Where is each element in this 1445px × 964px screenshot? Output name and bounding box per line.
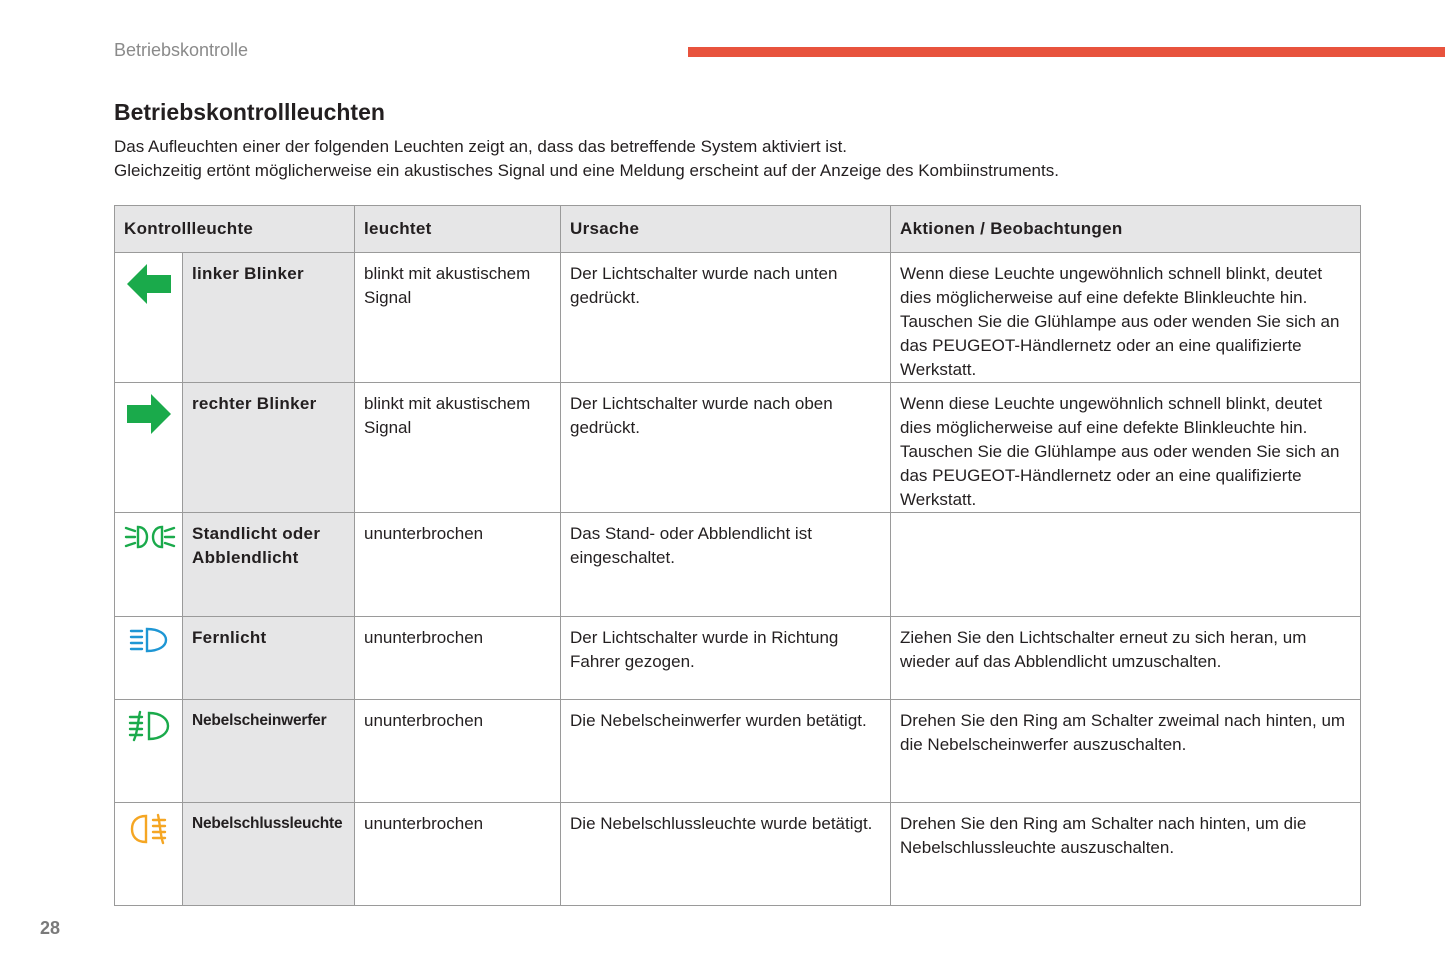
- icon-cell: [115, 617, 183, 700]
- light-name: linker Blinker: [183, 253, 355, 383]
- light-state: ununterbrochen: [355, 803, 561, 906]
- column-header-cause: Ursache: [561, 206, 891, 253]
- light-actions: Drehen Sie den Ring am Schalter nach hinten, um die Nebelschlussleuchte auszuschalten.: [891, 803, 1361, 906]
- icon-cell: [115, 513, 183, 617]
- light-name: Standlicht oder Abblendlicht: [183, 513, 355, 617]
- header-accent-bar: [688, 47, 1445, 57]
- side-lights-icon: [124, 522, 176, 552]
- table-header-row: [115, 206, 1361, 253]
- icon-cell: [115, 253, 183, 383]
- light-state: blinkt mit akustischem Signal: [355, 383, 561, 513]
- high-beam-icon: [128, 626, 170, 654]
- rear-fog-lamp-icon: [129, 812, 169, 846]
- icon-cell: [115, 383, 183, 513]
- light-actions: Wenn diese Leuchte ungewöhnlich schnell blinkt, deutet dies möglicherweise auf eine defekte Blinkleuchte hin. Tauschen Sie die Glühlampe aus oder wenden Sie sich an das PEUGEOT-Händlernetz oder an eine qualifizierte Werkstatt.: [891, 253, 1361, 383]
- page-number: 28: [40, 918, 61, 938]
- light-state: ununterbrochen: [355, 700, 561, 803]
- light-state: ununterbrochen: [355, 513, 561, 617]
- table-row: [115, 617, 1361, 700]
- light-name: Nebelschlussleuchte: [183, 803, 355, 906]
- table-row: [115, 700, 1361, 803]
- front-fog-lamp-icon: [127, 709, 171, 743]
- warning-lights-table: [114, 205, 1361, 906]
- light-actions: Drehen Sie den Ring am Schalter zweimal nach hinten, um die Nebelscheinwerfer auszuschalten.: [891, 700, 1361, 803]
- intro-line-1: Das Aufleuchten einer der folgenden Leuchten zeigt an, dass das betreffende System aktiviert ist.: [114, 137, 848, 156]
- light-state: ununterbrochen: [355, 617, 561, 700]
- light-actions: Ziehen Sie den Lichtschalter erneut zu sich heran, um wieder auf das Abblendlicht umzuschalten.: [891, 617, 1361, 700]
- light-name: rechter Blinker: [183, 383, 355, 513]
- column-header-light: Kontrollleuchte: [115, 206, 355, 253]
- light-cause: Der Lichtschalter wurde nach unten gedrückt.: [561, 253, 891, 383]
- table-row: [115, 383, 1361, 513]
- intro-line-2: Gleichzeitig ertönt möglicherweise ein akustisches Signal und eine Meldung erscheint auf der Anzeige des Kombiinstruments.: [114, 161, 1059, 180]
- table-row: [115, 513, 1361, 617]
- light-cause: Die Nebelscheinwerfer wurden betätigt.: [561, 700, 891, 803]
- icon-cell: [115, 700, 183, 803]
- section-label: Betriebskontrolle: [114, 40, 249, 60]
- light-actions: [891, 513, 1361, 617]
- right-turn-signal-icon: [125, 392, 173, 436]
- light-cause: Der Lichtschalter wurde nach oben gedrückt.: [561, 383, 891, 513]
- column-header-actions: Aktionen / Beobachtungen: [891, 206, 1361, 253]
- light-cause: Die Nebelschlussleuchte wurde betätigt.: [561, 803, 891, 906]
- light-cause: Der Lichtschalter wurde in Richtung Fahrer gezogen.: [561, 617, 891, 700]
- column-header-state: leuchtet: [355, 206, 561, 253]
- light-state: blinkt mit akustischem Signal: [355, 253, 561, 383]
- page-title: Betriebskontrollleuchten: [114, 99, 385, 125]
- light-name: Nebelscheinwerfer: [183, 700, 355, 803]
- table-row: [115, 253, 1361, 383]
- intro-text: [114, 135, 1059, 183]
- left-turn-signal-icon: [125, 262, 173, 306]
- table-row: [115, 803, 1361, 906]
- icon-cell: [115, 803, 183, 906]
- light-cause: Das Stand- oder Abblendlicht ist eingeschaltet.: [561, 513, 891, 617]
- light-actions: Wenn diese Leuchte ungewöhnlich schnell blinkt, deutet dies möglicherweise auf eine defekte Blinkleuchte hin. Tauschen Sie die Glühlampe aus oder wenden Sie sich an das PEUGEOT-Händlernetz oder an eine qualifizierte Werkstatt.: [891, 383, 1361, 513]
- light-name: Fernlicht: [183, 617, 355, 700]
